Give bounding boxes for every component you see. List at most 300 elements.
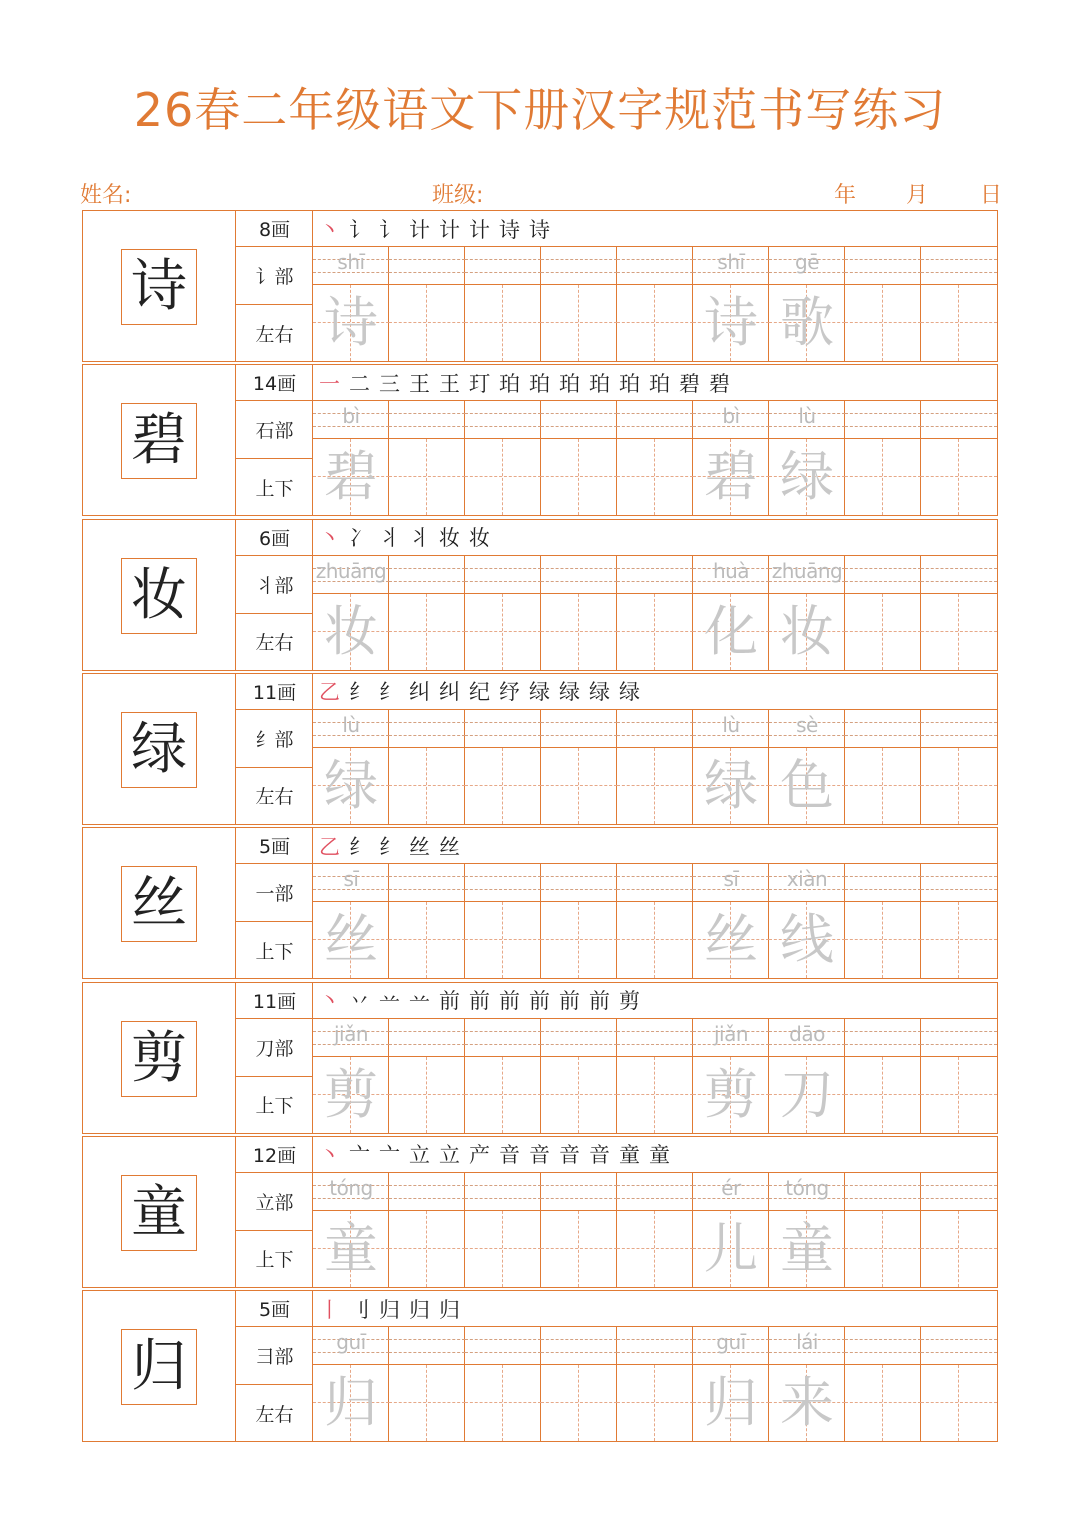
writing-cell[interactable] (693, 1327, 769, 1441)
tian-grid-box[interactable] (921, 285, 997, 361)
stroke-step: 音 (499, 1143, 520, 1168)
tian-grid-box[interactable] (845, 1057, 921, 1133)
tian-grid-box[interactable] (693, 748, 769, 824)
tian-grid-box[interactable] (769, 1057, 845, 1133)
writing-cell[interactable] (845, 1173, 921, 1287)
tian-grid-box[interactable] (769, 594, 845, 670)
main-character-box (121, 1021, 197, 1097)
pinyin-box[interactable] (465, 1327, 541, 1365)
pinyin-box[interactable] (389, 556, 465, 594)
writing-cell[interactable] (921, 710, 997, 824)
writing-cell[interactable] (617, 864, 693, 978)
tian-grid-box[interactable] (389, 285, 465, 361)
writing-cell[interactable] (465, 864, 541, 978)
tian-grid-box[interactable] (389, 1211, 465, 1287)
writing-cell[interactable] (465, 1173, 541, 1287)
tian-grid-box[interactable] (541, 439, 617, 515)
tian-grid-box[interactable] (617, 1365, 693, 1441)
pinyin-guide-line (465, 1339, 541, 1340)
pinyin-box[interactable] (617, 710, 693, 748)
tian-grid-box[interactable] (389, 748, 465, 824)
writing-cell[interactable] (921, 864, 997, 978)
pinyin-guide-line (617, 1044, 693, 1045)
pinyin-box[interactable] (693, 1173, 769, 1211)
tian-grid-box[interactable] (541, 1365, 617, 1441)
pinyin-box[interactable] (617, 1019, 693, 1057)
pinyin-guide-line (617, 889, 693, 890)
writing-cell[interactable] (541, 864, 617, 978)
writing-cell[interactable] (693, 864, 769, 978)
tian-grid-box[interactable] (693, 902, 769, 978)
stroke-step: 纠 (439, 680, 460, 705)
pinyin-guide-line (845, 568, 921, 569)
stroke-step: 归 (439, 1297, 460, 1322)
tian-grid-box[interactable] (541, 594, 617, 670)
tian-grid-box[interactable] (465, 902, 541, 978)
trace-character: 色 (780, 753, 834, 817)
tian-grid-box[interactable] (541, 1211, 617, 1287)
pinyin-box[interactable] (313, 864, 389, 902)
writing-cell[interactable] (617, 1327, 693, 1441)
writing-cell[interactable] (541, 556, 617, 670)
pinyin-box[interactable] (693, 1019, 769, 1057)
pinyin-box[interactable] (313, 710, 389, 748)
tian-grid-box[interactable] (313, 439, 389, 515)
structure: 上下 (255, 1249, 294, 1272)
tian-grid-box[interactable] (313, 1365, 389, 1441)
writing-cell[interactable] (313, 556, 389, 670)
tian-grid-box[interactable] (389, 439, 465, 515)
pinyin-guide-line (389, 413, 465, 414)
tian-grid-box[interactable] (693, 594, 769, 670)
tian-grid-box[interactable] (465, 1365, 541, 1441)
writing-cell[interactable] (617, 1019, 693, 1133)
trace-character (617, 1057, 693, 1133)
main-character-box (121, 403, 197, 479)
pinyin-guide-line (921, 581, 997, 582)
writing-cell[interactable] (693, 247, 769, 361)
writing-cell[interactable] (845, 710, 921, 824)
tian-grid-box[interactable] (693, 1211, 769, 1287)
pinyin-box[interactable] (389, 1327, 465, 1365)
pinyin-guide-line (617, 426, 693, 427)
writing-cell[interactable] (541, 1019, 617, 1133)
writing-cell[interactable] (465, 401, 541, 515)
pinyin-box[interactable] (617, 1327, 693, 1365)
pinyin-box[interactable] (313, 1019, 389, 1057)
pinyin-box[interactable] (617, 401, 693, 439)
pinyin-box[interactable] (465, 401, 541, 439)
writing-cell[interactable] (313, 247, 389, 361)
pinyin-box[interactable] (921, 247, 997, 285)
tian-grid-box[interactable] (389, 902, 465, 978)
tian-grid-box[interactable] (921, 439, 997, 515)
pinyin-text: lù (798, 404, 816, 429)
writing-cell[interactable] (617, 247, 693, 361)
tian-grid-box[interactable] (845, 748, 921, 824)
tian-grid-box[interactable] (541, 748, 617, 824)
pinyin-box[interactable] (845, 864, 921, 902)
pinyin-box[interactable] (845, 710, 921, 748)
tian-grid-box[interactable] (769, 902, 845, 978)
pinyin-box[interactable] (769, 710, 845, 748)
pinyin-box[interactable] (465, 710, 541, 748)
pinyin-guide-line (389, 568, 465, 569)
writing-cell[interactable] (921, 556, 997, 670)
pinyin-box[interactable] (693, 247, 769, 285)
writing-cell[interactable] (541, 1173, 617, 1287)
pinyin-box[interactable] (541, 1327, 617, 1365)
tian-grid-box[interactable] (313, 748, 389, 824)
tian-grid-box[interactable] (465, 1211, 541, 1287)
writing-grid (313, 864, 997, 978)
pinyin-box[interactable] (769, 864, 845, 902)
writing-cell[interactable] (465, 1327, 541, 1441)
writing-grid (313, 1019, 997, 1133)
tian-grid-box[interactable] (389, 594, 465, 670)
writing-cell[interactable] (769, 247, 845, 361)
pinyin-guide-line (389, 581, 465, 582)
pinyin-box[interactable] (693, 1327, 769, 1365)
tian-grid-box[interactable] (769, 748, 845, 824)
pinyin-box[interactable] (389, 710, 465, 748)
tian-grid-box[interactable] (389, 1057, 465, 1133)
pinyin-box[interactable] (845, 401, 921, 439)
writing-cell[interactable] (617, 556, 693, 670)
pinyin-guide-line (389, 272, 465, 273)
radical: 彐部 (236, 1327, 313, 1385)
pinyin-guide-line (389, 722, 465, 723)
stroke-step: 音 (529, 1143, 550, 1168)
writing-cell[interactable] (541, 1327, 617, 1441)
main-character: 诗 (131, 254, 187, 319)
writing-cell[interactable] (845, 247, 921, 361)
name-label: 姓名: (80, 183, 132, 208)
pinyin-box[interactable] (921, 556, 997, 594)
pinyin-guide-line (541, 1031, 617, 1032)
writing-cell[interactable] (769, 864, 845, 978)
stroke-step: 前 (559, 989, 580, 1013)
tian-grid-box[interactable] (617, 594, 693, 670)
tian-grid-box[interactable] (845, 594, 921, 670)
character-info (236, 211, 313, 361)
writing-cell[interactable] (845, 401, 921, 515)
writing-cell[interactable] (617, 401, 693, 515)
pinyin-box[interactable] (617, 1173, 693, 1211)
radical: 纟部 (236, 710, 313, 768)
stroke-order-row (313, 674, 997, 710)
writing-cell[interactable] (769, 710, 845, 824)
structure: 上下 (255, 477, 294, 500)
writing-cell[interactable] (921, 1019, 997, 1133)
pinyin-box[interactable] (921, 710, 997, 748)
stroke-step: 丨 (319, 1297, 340, 1322)
pinyin-box[interactable] (389, 247, 465, 285)
tian-grid-box[interactable] (693, 1365, 769, 1441)
pinyin-box[interactable] (769, 247, 845, 285)
main-character-cell (83, 520, 236, 670)
writing-cell[interactable] (313, 401, 389, 515)
tian-grid-box[interactable] (921, 748, 997, 824)
writing-cell[interactable] (389, 864, 465, 978)
trace-character (389, 594, 465, 670)
tian-grid-box[interactable] (693, 1057, 769, 1133)
pinyin-box[interactable] (313, 247, 389, 285)
pinyin-box[interactable] (541, 710, 617, 748)
tian-grid-box[interactable] (313, 1211, 389, 1287)
tian-grid-box[interactable] (769, 1211, 845, 1287)
tian-grid-box[interactable] (845, 902, 921, 978)
pinyin-box[interactable] (465, 556, 541, 594)
pinyin-box[interactable] (389, 401, 465, 439)
pinyin-box[interactable] (769, 1019, 845, 1057)
writing-cell[interactable] (389, 556, 465, 670)
pinyin-box[interactable] (541, 1173, 617, 1211)
pinyin-box[interactable] (693, 710, 769, 748)
tian-grid-box[interactable] (769, 439, 845, 515)
stroke-order-row (313, 365, 997, 401)
trace-character (465, 439, 541, 515)
pinyin-box[interactable] (617, 247, 693, 285)
writing-cell[interactable] (845, 556, 921, 670)
writing-cell[interactable] (389, 1173, 465, 1287)
trace-character (389, 1211, 465, 1287)
tian-grid-box[interactable] (465, 285, 541, 361)
trace-character (617, 594, 693, 670)
pinyin-guide-line (845, 722, 921, 723)
pinyin-box[interactable] (845, 1327, 921, 1365)
writing-cell[interactable] (845, 864, 921, 978)
stroke-step: 归 (379, 1297, 400, 1322)
tian-grid-box[interactable] (313, 902, 389, 978)
pinyin-text: zhuāng (315, 558, 387, 583)
pinyin-box[interactable] (313, 556, 389, 594)
tian-grid-box[interactable] (617, 1057, 693, 1133)
writing-cell[interactable] (769, 1019, 845, 1133)
pinyin-box[interactable] (465, 1173, 541, 1211)
writing-cell[interactable] (389, 247, 465, 361)
stroke-step: 诗 (499, 217, 520, 242)
pinyin-box[interactable] (541, 1019, 617, 1057)
main-character: 妆 (131, 562, 187, 628)
stroke-step: 珀 (619, 371, 640, 396)
pinyin-box[interactable] (313, 1173, 389, 1211)
writing-cell[interactable] (389, 401, 465, 515)
stroke-step: 纟 (349, 834, 370, 859)
trace-character: 剪 (324, 1062, 378, 1126)
writing-cell[interactable] (769, 1173, 845, 1287)
tian-grid-box[interactable] (465, 594, 541, 670)
character-info (236, 828, 313, 978)
pinyin-box[interactable] (921, 1327, 997, 1365)
trace-character (617, 285, 693, 361)
pinyin-guide-line (921, 413, 997, 414)
year-label: 年 (834, 183, 857, 208)
pinyin-box[interactable] (845, 1173, 921, 1211)
pinyin-box[interactable] (541, 556, 617, 594)
stroke-step: 丝 (409, 834, 430, 859)
tian-grid-box[interactable] (845, 285, 921, 361)
pinyin-guide-line (465, 889, 541, 890)
pinyin-box[interactable] (389, 1173, 465, 1211)
pinyin-guide-line (617, 735, 693, 736)
tian-grid-box[interactable] (617, 748, 693, 824)
tian-grid-box[interactable] (845, 439, 921, 515)
tian-grid-box[interactable] (541, 1057, 617, 1133)
writing-cell[interactable] (845, 1327, 921, 1441)
writing-cell[interactable] (921, 1327, 997, 1441)
tian-grid-box[interactable] (617, 439, 693, 515)
pinyin-box[interactable] (313, 1327, 389, 1365)
tian-grid-box[interactable] (921, 1365, 997, 1441)
pinyin-box[interactable] (693, 864, 769, 902)
trace-character (465, 748, 541, 824)
writing-cell[interactable] (769, 401, 845, 515)
pinyin-box[interactable] (921, 864, 997, 902)
main-character: 丝 (131, 871, 187, 937)
pinyin-guide-line (617, 568, 693, 569)
pinyin-box[interactable] (313, 401, 389, 439)
character-block (82, 1136, 998, 1288)
pinyin-guide-line (389, 876, 465, 877)
writing-cell[interactable] (769, 1327, 845, 1441)
writing-cell[interactable] (465, 1019, 541, 1133)
pinyin-box[interactable] (769, 1327, 845, 1365)
tian-grid-box[interactable] (921, 902, 997, 978)
writing-cell[interactable] (921, 1173, 997, 1287)
tian-grid-box[interactable] (769, 1365, 845, 1441)
writing-cell[interactable] (389, 1327, 465, 1441)
writing-cell[interactable] (693, 401, 769, 515)
writing-cell[interactable] (541, 401, 617, 515)
trace-character: 绿 (704, 753, 758, 817)
writing-cell[interactable] (465, 710, 541, 824)
tian-grid-box[interactable] (921, 1057, 997, 1133)
pinyin-box[interactable] (769, 401, 845, 439)
pinyin-box[interactable] (465, 247, 541, 285)
pinyin-box[interactable] (389, 864, 465, 902)
tian-grid-box[interactable] (693, 439, 769, 515)
pinyin-box[interactable] (921, 401, 997, 439)
trace-character (541, 439, 617, 515)
tian-grid-box[interactable] (921, 594, 997, 670)
writing-cell[interactable] (313, 710, 389, 824)
writing-cell[interactable] (617, 1173, 693, 1287)
tian-grid-box[interactable] (465, 1057, 541, 1133)
writing-cell[interactable] (693, 710, 769, 824)
writing-cell[interactable] (921, 247, 997, 361)
trace-character: 化 (704, 599, 758, 663)
pinyin-box[interactable] (465, 864, 541, 902)
tian-grid-box[interactable] (617, 902, 693, 978)
stroke-step: 童 (619, 1143, 640, 1168)
stroke-step: 绿 (529, 680, 550, 705)
writing-cell[interactable] (389, 710, 465, 824)
pinyin-guide-line (845, 581, 921, 582)
pinyin-text: lù (342, 712, 360, 737)
main-character-cell (83, 365, 236, 515)
tian-grid-box[interactable] (389, 1365, 465, 1441)
pinyin-box[interactable] (921, 1173, 997, 1211)
pinyin-guide-line (389, 259, 465, 260)
tian-grid-box[interactable] (845, 1211, 921, 1287)
trace-character (465, 1057, 541, 1133)
tian-grid-box[interactable] (921, 1211, 997, 1287)
pinyin-box[interactable] (845, 1019, 921, 1057)
writing-cell[interactable] (769, 556, 845, 670)
tian-grid-box[interactable] (617, 285, 693, 361)
pinyin-box[interactable] (769, 556, 845, 594)
pinyin-box[interactable] (921, 1019, 997, 1057)
writing-cell[interactable] (465, 556, 541, 670)
trace-character: 来 (780, 1371, 834, 1435)
pinyin-box[interactable] (693, 556, 769, 594)
tian-grid-box[interactable] (617, 1211, 693, 1287)
main-character-cell (83, 1137, 236, 1287)
trace-character: 归 (704, 1371, 758, 1435)
writing-cell[interactable] (845, 1019, 921, 1133)
tian-grid-box[interactable] (313, 594, 389, 670)
pinyin-box[interactable] (541, 247, 617, 285)
tian-grid-box[interactable] (465, 439, 541, 515)
pinyin-box[interactable] (617, 864, 693, 902)
trace-character (541, 902, 617, 978)
pinyin-guide-line (617, 259, 693, 260)
pinyin-box[interactable] (845, 247, 921, 285)
writing-cell[interactable] (313, 1327, 389, 1441)
tian-grid-box[interactable] (845, 1365, 921, 1441)
tian-grid-box[interactable] (541, 902, 617, 978)
pinyin-box[interactable] (465, 1019, 541, 1057)
stroke-step: 绿 (559, 680, 580, 705)
writing-cell[interactable] (541, 710, 617, 824)
stroke-step: 珀 (559, 371, 580, 396)
page-title: 26春二年级语文下册汉字规范书写练习 (133, 83, 947, 137)
writing-cell[interactable] (313, 864, 389, 978)
tian-grid-box[interactable] (693, 285, 769, 361)
pinyin-box[interactable] (541, 864, 617, 902)
stroke-step: 前 (529, 989, 550, 1013)
writing-cell[interactable] (693, 1173, 769, 1287)
pinyin-box[interactable] (541, 401, 617, 439)
writing-cell[interactable] (541, 247, 617, 361)
writing-cell[interactable] (693, 556, 769, 670)
pinyin-box[interactable] (617, 556, 693, 594)
writing-cell[interactable] (389, 1019, 465, 1133)
tian-grid-box[interactable] (465, 748, 541, 824)
stroke-step: 一 (319, 371, 340, 396)
tian-grid-box[interactable] (541, 285, 617, 361)
tian-grid-box[interactable] (769, 285, 845, 361)
writing-cell[interactable] (921, 401, 997, 515)
tian-grid-box[interactable] (313, 1057, 389, 1133)
writing-cell[interactable] (617, 710, 693, 824)
radical: 讠部 (236, 247, 313, 305)
pinyin-box[interactable] (389, 1019, 465, 1057)
writing-cell[interactable] (693, 1019, 769, 1133)
writing-cell[interactable] (313, 1019, 389, 1133)
pinyin-box[interactable] (845, 556, 921, 594)
pinyin-guide-line (465, 1352, 541, 1353)
pinyin-box[interactable] (693, 401, 769, 439)
writing-cell[interactable] (313, 1173, 389, 1287)
pinyin-text: shī (337, 250, 365, 274)
tian-grid-box[interactable] (313, 285, 389, 361)
trace-character (389, 748, 465, 824)
trace-character (465, 1365, 541, 1441)
pinyin-box[interactable] (769, 1173, 845, 1211)
writing-cell[interactable] (465, 247, 541, 361)
